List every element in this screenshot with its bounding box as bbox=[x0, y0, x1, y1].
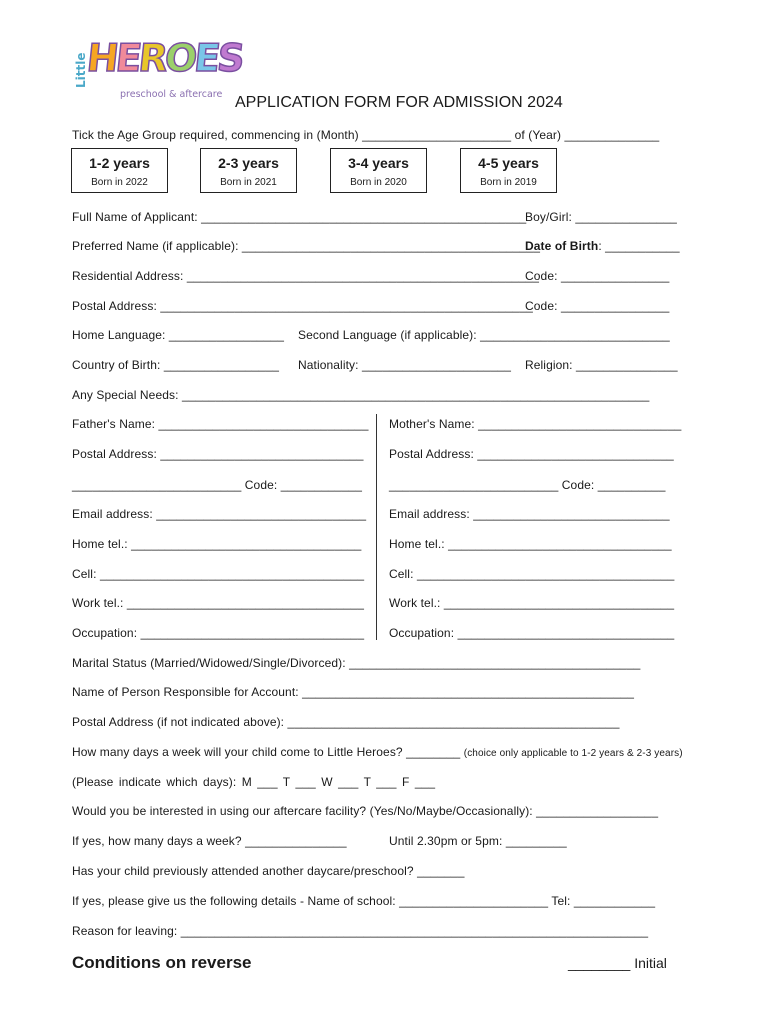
parents-divider bbox=[376, 414, 377, 640]
until-time-field[interactable]: Until 2.30pm or 5pm: _________ bbox=[389, 834, 567, 848]
postal-if-field[interactable]: Postal Address (if not indicated above): _________________________________________________ bbox=[72, 715, 620, 729]
age-label: 2-3 years bbox=[218, 155, 279, 171]
preferred-name-field[interactable]: Preferred Name (if applicable): ____________________________________________ bbox=[72, 239, 540, 253]
boy-girl-field[interactable]: Boy/Girl: _______________ bbox=[525, 210, 677, 224]
age-group-line[interactable]: Tick the Age Group required, commencing in (Month) ______________________ of (Year) ______________ bbox=[72, 128, 660, 142]
days-note: (choice only applicable to 1-2 years & 2-3 years) bbox=[463, 748, 683, 759]
age-label: 4-5 years bbox=[478, 155, 539, 171]
marital-status-field[interactable]: Marital Status (Married/Widowed/Single/Divorced): ___________________________________________ bbox=[72, 656, 641, 670]
postal-code-field[interactable]: Code: ________________ bbox=[525, 299, 670, 313]
age-box-4-5[interactable] bbox=[460, 148, 557, 193]
age-box-3-4[interactable] bbox=[330, 148, 427, 193]
country-of-birth-field[interactable]: Country of Birth: _________________ bbox=[72, 358, 279, 372]
age-box-2-3[interactable] bbox=[200, 148, 297, 193]
aftercare-days-field[interactable]: If yes, how many days a week? _______________ bbox=[72, 834, 347, 848]
born-year: Born in 2020 bbox=[350, 177, 407, 188]
logo-tagline: preschool & aftercare bbox=[120, 89, 223, 100]
born-year: Born in 2021 bbox=[220, 177, 277, 188]
dob-field[interactable] bbox=[525, 239, 680, 253]
residential-address-field[interactable]: Residential Address: ____________________________________________________ bbox=[72, 269, 540, 283]
mother-occupation-field[interactable]: Occupation: ________________________________ bbox=[389, 626, 675, 640]
residential-code-field[interactable]: Code: ________________ bbox=[525, 269, 670, 283]
second-language-field[interactable]: Second Language (if applicable): ____________________________ bbox=[298, 328, 670, 342]
logo-little-text: Little bbox=[74, 52, 88, 88]
father-name-field[interactable]: Father's Name: _______________________________ bbox=[72, 417, 369, 431]
religion-field[interactable]: Religion: _______________ bbox=[525, 358, 678, 372]
initial-blank: ________ bbox=[568, 955, 631, 971]
postal-address-field[interactable]: Postal Address: _______________________________________________________ bbox=[72, 299, 533, 313]
initial-label: Initial bbox=[634, 955, 667, 971]
form-title: APPLICATION FORM FOR ADMISSION 2024 bbox=[235, 94, 563, 111]
dob-label: Date of Birth bbox=[525, 239, 599, 253]
father-occupation-field[interactable]: Occupation: _________________________________ bbox=[72, 626, 365, 640]
father-work-tel-field[interactable]: Work tel.: ___________________________________ bbox=[72, 596, 364, 610]
mother-name-field[interactable]: Mother's Name: ______________________________ bbox=[389, 417, 682, 431]
school-details-field[interactable]: If yes, please give us the following details - Name of school: ______________________ Tel: ____________ bbox=[72, 894, 656, 908]
father-home-tel-field[interactable]: Home tel.: __________________________________ bbox=[72, 537, 362, 551]
days-question: How many days a week will your child come to Little Heroes? ________ bbox=[72, 745, 464, 759]
previous-preschool-field[interactable]: Has your child previously attended another daycare/preschool? _______ bbox=[72, 864, 465, 878]
age-box-1-2[interactable] bbox=[71, 148, 168, 193]
responsible-person-field[interactable]: Name of Person Responsible for Account: _________________________________________________ bbox=[72, 685, 635, 699]
father-cell-field[interactable]: Cell: _______________________________________ bbox=[72, 567, 365, 581]
mother-work-tel-field[interactable]: Work tel.: __________________________________ bbox=[389, 596, 675, 610]
special-needs-field[interactable]: Any Special Needs: _____________________________________________________________________ bbox=[72, 388, 650, 402]
reason-leaving-field[interactable]: Reason for leaving: _____________________________________________________________________ bbox=[72, 924, 649, 938]
conditions-note: Conditions on reverse bbox=[72, 953, 252, 972]
father-postal-field[interactable]: Postal Address: ______________________________ bbox=[72, 447, 364, 461]
which-days-field[interactable]: (Please indicate which days): M ___ T ___ W ___ T ___ F ___ bbox=[72, 775, 436, 789]
full-name-field[interactable]: Full Name of Applicant: ________________________________________________ bbox=[72, 210, 527, 224]
born-year: Born in 2022 bbox=[91, 177, 148, 188]
logo-heroes-text: HEROES bbox=[84, 36, 245, 80]
born-year: Born in 2019 bbox=[480, 177, 537, 188]
home-language-field[interactable]: Home Language: _________________ bbox=[72, 328, 285, 342]
dob-blank: : ___________ bbox=[598, 239, 680, 253]
age-label: 1-2 years bbox=[89, 155, 150, 171]
nationality-field[interactable]: Nationality: ______________________ bbox=[298, 358, 512, 372]
age-label: 3-4 years bbox=[348, 155, 409, 171]
mother-postal-field[interactable]: Postal Address: _____________________________ bbox=[389, 447, 674, 461]
mother-cell-field[interactable]: Cell: ______________________________________ bbox=[389, 567, 675, 581]
mother-email-field[interactable]: Email address: _____________________________ bbox=[389, 507, 670, 521]
father-code-field[interactable]: _________________________ Code: ____________ bbox=[72, 478, 363, 492]
little-heroes-logo bbox=[72, 32, 245, 112]
mother-home-tel-field[interactable]: Home tel.: _________________________________ bbox=[389, 537, 672, 551]
aftercare-field[interactable]: Would you be interested in using our aftercare facility? (Yes/No/Maybe/Occasionally): __________________ bbox=[72, 804, 659, 818]
days-per-week-field[interactable] bbox=[72, 745, 683, 759]
initial-field[interactable] bbox=[568, 955, 667, 971]
father-email-field[interactable]: Email address: _______________________________ bbox=[72, 507, 367, 521]
mother-code-field[interactable]: _________________________ Code: __________ bbox=[389, 478, 666, 492]
